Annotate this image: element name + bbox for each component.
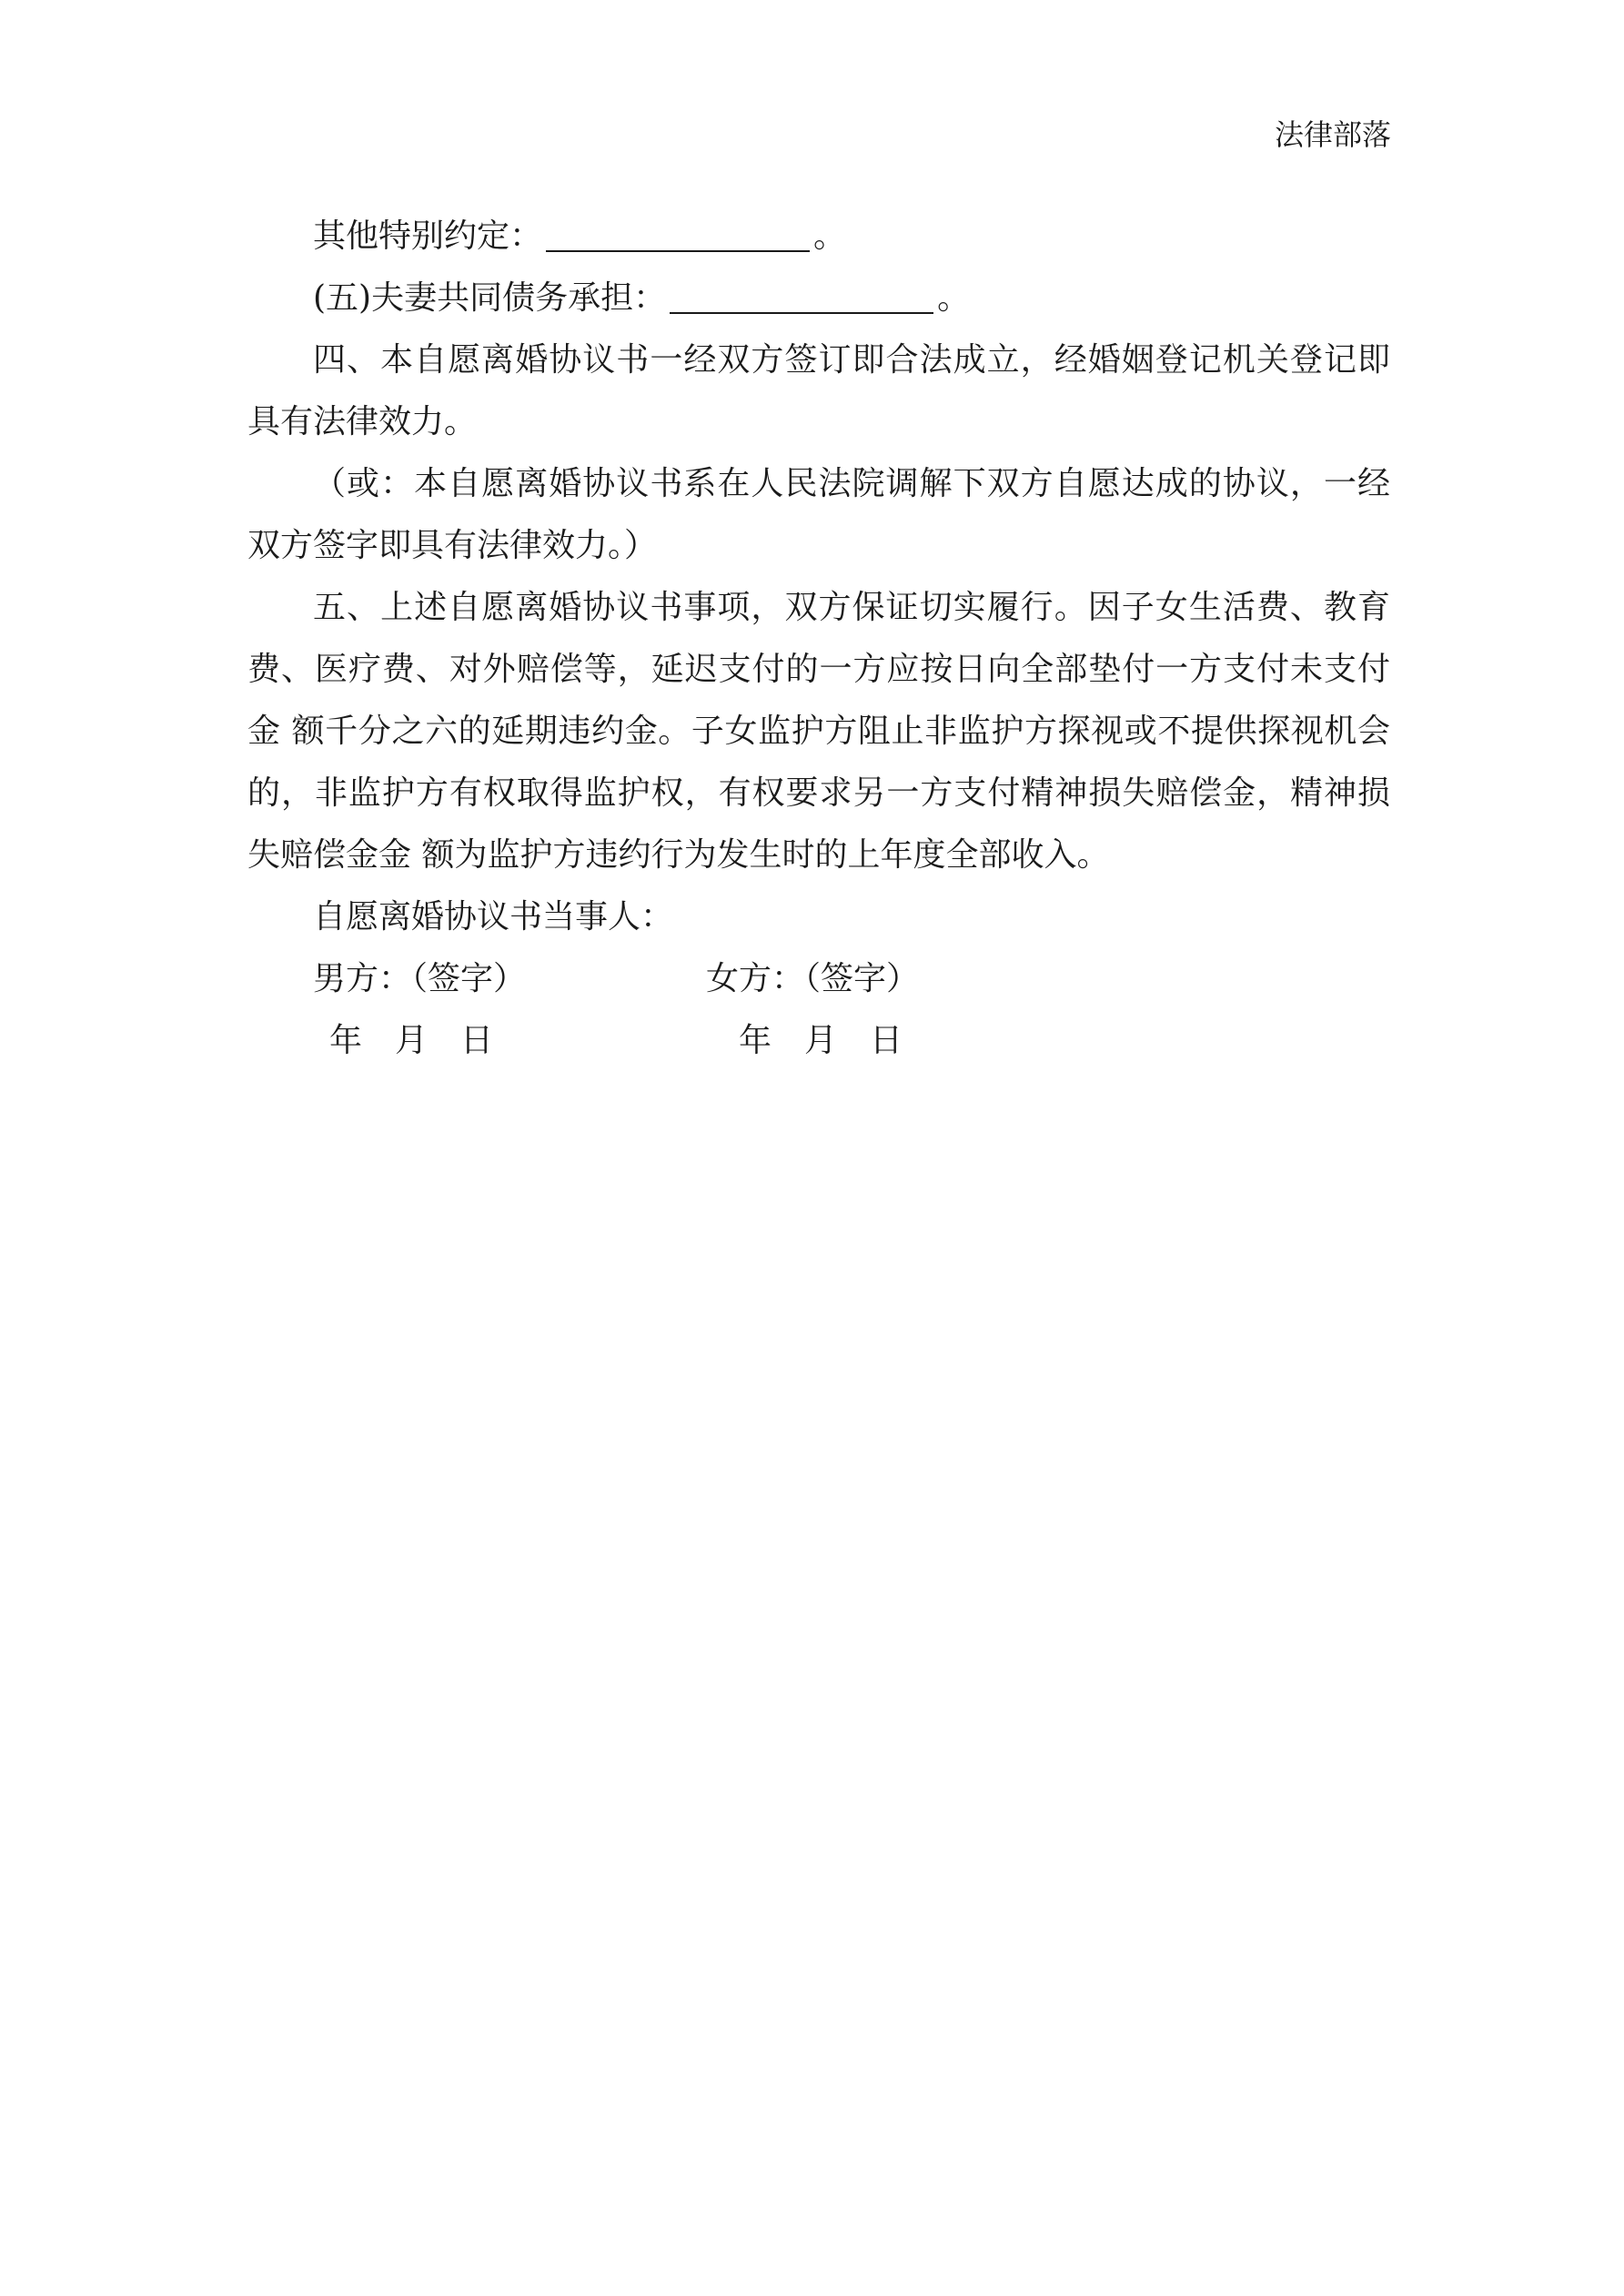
female-date: 年 月 日 [739,1022,903,1059]
document-body [247,206,1390,1072]
male-sign: （签字） [411,960,527,997]
female-sign: （签字） [804,960,920,997]
clause-four: 四、本自愿离婚协议书一经双方签订即合法成立，经婚姻登记机关登记即具有法律效力。 [247,341,1390,440]
male-signature [313,948,526,1010]
female-label: 女方： [706,960,805,997]
male-label: 男方： [313,960,412,997]
header-brand: 法律部落 [1274,117,1391,152]
clause-five: 五、上述自愿离婚协议书事项，双方保证切实履行。因子女生活费、教育费、医疗费、对外赔偿等，延迟支付的一方应按日向全部垫付一方支付未支付金 额千分之六的延期违约金。子女监护方阻止非监护方探视或不提供探视机会的，非监护方有权取得监护权，有权要求另一方支付精神损失赔偿金，精神损失赔偿金金 额为监护方违约行为发生时的上年度全部收入。 [247,589,1390,874]
signature-row [247,948,1390,1010]
other-agreements-line [247,206,1390,268]
joint-debt-suffix: 。 [937,279,971,317]
other-agreements-label: 其他特别约定： [313,217,543,255]
clause-four-alt: （或：本自愿离婚协议书系在人民法院调解下双方自愿达成的协议，一经双方签字即具有法律效力。） [247,465,1390,564]
parties-label: 自愿离婚协议书当事人： [313,898,674,936]
joint-debt-line [247,268,1390,329]
female-signature [706,948,919,1010]
male-date: 年 月 日 [329,1022,494,1059]
other-agreements-suffix: 。 [813,217,847,255]
joint-debt-label: (五)夫妻共同债务承担： [313,279,667,317]
date-row [247,1010,1390,1072]
other-agreements-blank [546,219,810,252]
joint-debt-blank [670,281,933,314]
